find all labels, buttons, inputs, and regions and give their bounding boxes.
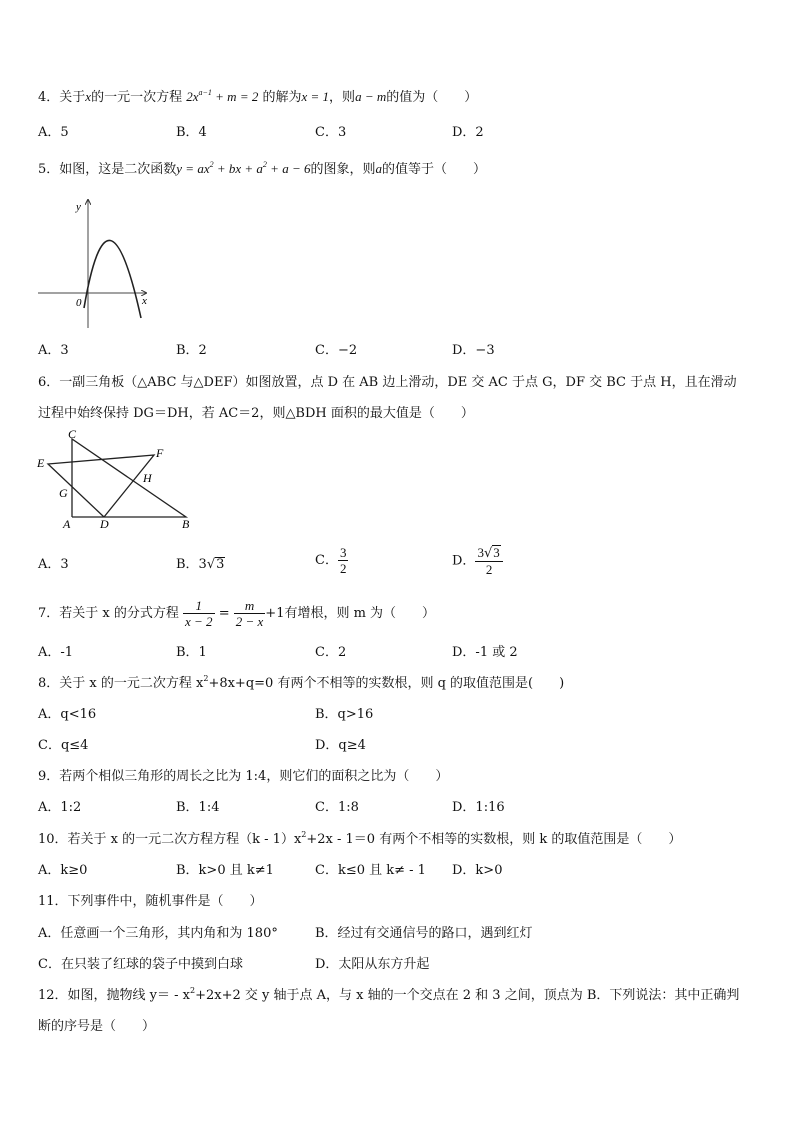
q8-option-a[interactable]: A．q<16 bbox=[38, 707, 97, 722]
q10-option-a[interactable]: A．k≥0 bbox=[38, 863, 88, 878]
x-axis-label: x bbox=[142, 295, 147, 307]
q6-stem-line2: 过程中始终保持 DG＝DH，若 AC＝2，则△BDH 面积的最大值是（ ） bbox=[38, 406, 474, 421]
label-b: B bbox=[182, 517, 190, 531]
q10-option-b[interactable]: B．k>0 且 k≠1 bbox=[176, 863, 274, 878]
q11-option-d[interactable]: D．太阳从东方升起 bbox=[315, 957, 430, 972]
q7-option-d[interactable]: D．-1 或 2 bbox=[452, 645, 518, 660]
label-f: F bbox=[156, 446, 164, 460]
label-g: G bbox=[59, 486, 68, 500]
label-a: A bbox=[63, 517, 71, 531]
q8-option-b[interactable]: B．q>16 bbox=[315, 707, 374, 722]
q7-option-c[interactable]: C．2 bbox=[315, 645, 347, 660]
q5-option-c[interactable]: C．−2 bbox=[315, 343, 358, 358]
q9-option-d[interactable]: D．1:16 bbox=[452, 800, 505, 815]
q4-option-a[interactable]: A．5 bbox=[38, 125, 69, 140]
q7-option-b[interactable]: B．1 bbox=[176, 645, 207, 660]
q11-option-b[interactable]: B．经过有交通信号的路口，遇到红灯 bbox=[315, 926, 533, 941]
q4-stem: 4．关于x的一元一次方程 $2x^{a-1} + m = 2$ 的解为x = 1，则a − m的值为（ ） bbox=[38, 88, 478, 105]
q5-option-b[interactable]: B．2 bbox=[176, 343, 207, 358]
q6-option-c[interactable]: C． $\frac{3}{2}$ bbox=[315, 545, 347, 576]
q9-stem: 9．若两个相似三角形的周长之比为 1:4，则它们的面积之比为（ ） bbox=[38, 769, 449, 784]
q11-stem: 11．下列事件中，随机事件是（ ） bbox=[38, 894, 263, 909]
q9-option-b[interactable]: B．1:4 bbox=[176, 800, 220, 815]
q9-option-a[interactable]: A．1:2 bbox=[38, 800, 82, 815]
q4-option-b[interactable]: B．4 bbox=[176, 125, 207, 140]
q4-equation: $2x^{a-1} + m = 2$ bbox=[186, 88, 259, 104]
q11-option-a[interactable]: A．任意画一个三角形，其内角和为 180° bbox=[38, 926, 278, 941]
q11-option-c[interactable]: C．在只装了红球的袋子中摸到白球 bbox=[38, 957, 243, 972]
q5-function: $y = ax^2$ + bx + $a^2 + a - 6$ bbox=[176, 160, 311, 176]
label-d: D bbox=[100, 517, 109, 531]
q4-option-c[interactable]: C．3 bbox=[315, 125, 347, 140]
q7-stem: 7．若关于 x 的分式方程 $\frac{1}{x - 2}$ = $\frac{m}{2 - x}$ +1有增根，则 m 为（ ） bbox=[38, 598, 436, 629]
q8-stem: 8．关于 x 的一元二次方程 $x^2+8x+q=0$ 有两个不相等的实数根，则 q 的取值范围是( ) bbox=[38, 674, 565, 691]
parabola-curve bbox=[84, 240, 141, 318]
q6-option-a[interactable]: A．3 bbox=[38, 557, 69, 572]
q8-option-d[interactable]: D．q≥4 bbox=[315, 738, 366, 753]
q6-option-b[interactable]: B．3√3 bbox=[176, 557, 225, 572]
q5-stem: 5．如图，这是二次函数$y = ax^2$ + bx + $a^2 + a - 6$的图象，则a的值等于（ ） bbox=[38, 160, 486, 177]
origin-label: 0 bbox=[76, 297, 82, 309]
q10-option-c[interactable]: C．k≤0 且 k≠ - 1 bbox=[315, 863, 426, 878]
q5-option-d[interactable]: D．−3 bbox=[452, 343, 495, 358]
q10-stem: 10．若关于 x 的一元二次方程方程$(k - 1)x^2+2x - 1=0$ 有两个不相等的实数根，则 k 的取值范围是（ ） bbox=[38, 830, 682, 847]
label-c: C bbox=[68, 427, 77, 441]
y-axis-label: y bbox=[76, 201, 81, 213]
q8-option-c[interactable]: C．q≤4 bbox=[38, 738, 89, 753]
q6-option-d[interactable]: D． $\frac{3√3}{2}$ bbox=[452, 545, 503, 577]
q5-parabola-graph bbox=[34, 196, 154, 332]
q6-triangle-figure bbox=[34, 426, 200, 534]
q12-stem-line2: 断的序号是（ ） bbox=[38, 1019, 156, 1034]
q9-option-c[interactable]: C．1:8 bbox=[315, 800, 359, 815]
label-h: H bbox=[143, 471, 152, 485]
q4-option-d[interactable]: D．2 bbox=[452, 125, 484, 140]
triangle-abc bbox=[72, 439, 186, 517]
label-e: E bbox=[37, 456, 45, 470]
q7-option-a[interactable]: A．-1 bbox=[38, 645, 74, 660]
q10-option-d[interactable]: D．k>0 bbox=[452, 863, 503, 878]
q6-stem-line1: 6．一副三角板（△ABC 与△DEF）如图放置，点 D 在 AB 边上滑动，DE 交 AC 于点 G，DF 交 BC 于点 H，且在滑动 bbox=[38, 375, 737, 390]
q5-option-a[interactable]: A．3 bbox=[38, 343, 69, 358]
q12-stem-line1: 12．如图，抛物线 $y= - x^2+2x+2$ 交 y 轴于点 A，与 x 轴的一个交点在 2 和 3 之间，顶点为 B．下列说法：其中正确判 bbox=[38, 986, 740, 1003]
